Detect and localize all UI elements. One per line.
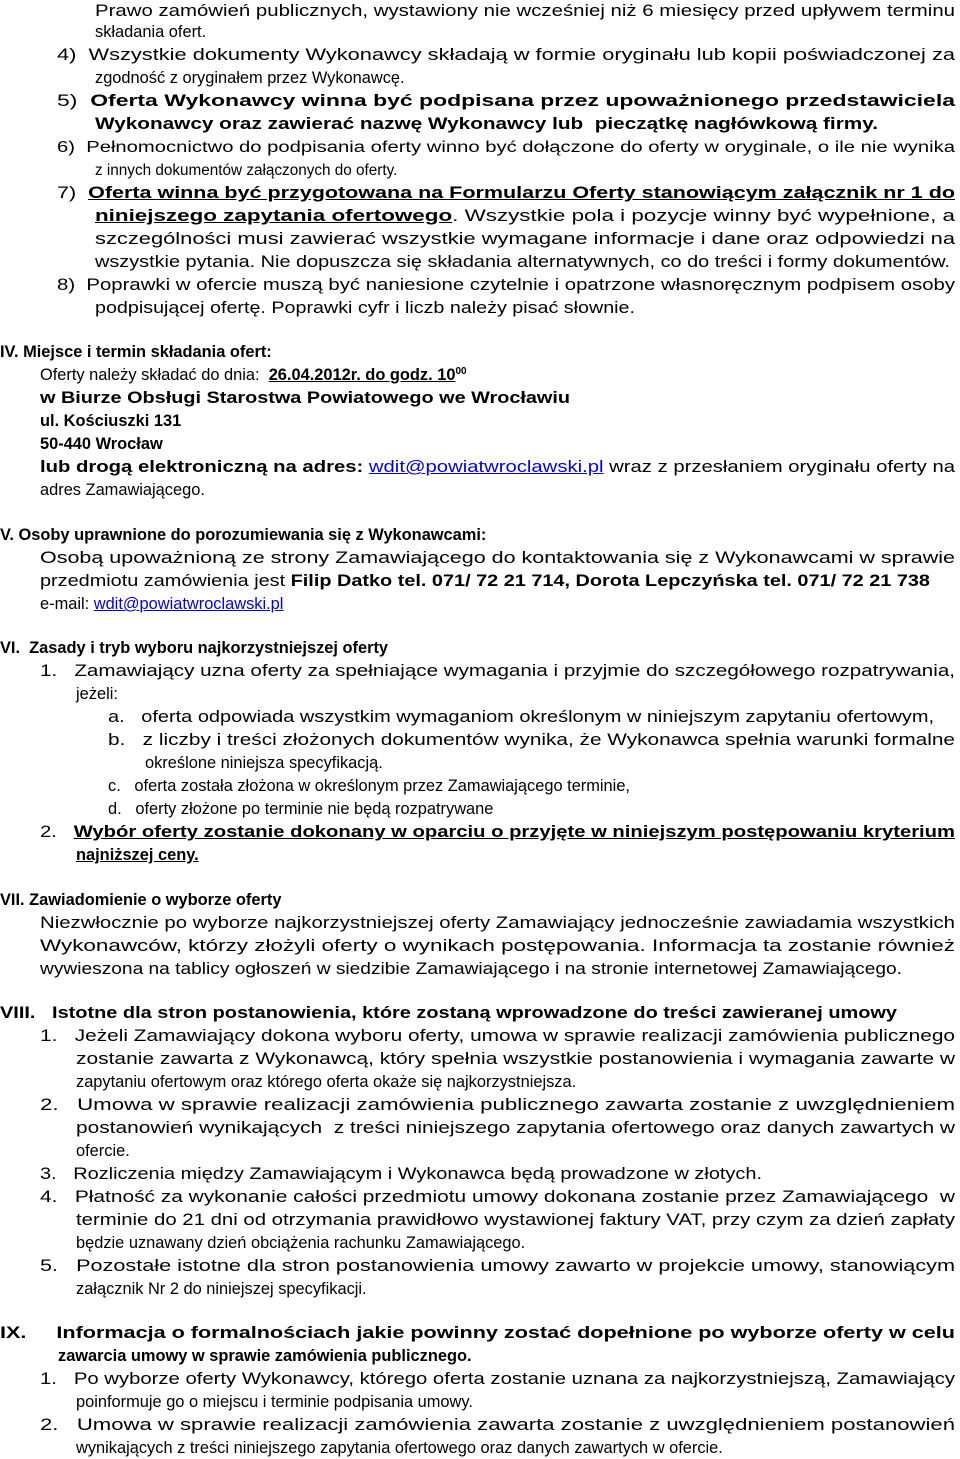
text-line-l48 [40,1186,955,1208]
text-segment: Wykonawców, którzy złożyli oferty o wynikach postępowania. Informacja ta zostanie również [40,937,955,955]
text-segment: Osobą upoważnioną ze strony Zamawiającego do kontaktowania się z Wykonawcami w sprawie [40,549,955,567]
text-segment: składania ofert. [95,23,207,41]
text-line-l37 [40,912,955,934]
text-line-l39 [40,958,902,980]
text-segment: 4) Wszystkie dokumenty Wykonawcy składają w formie oryginału lub kopii poświadczonej za [57,46,955,64]
text-segment: określone niniejsza specyfikacją. [145,754,383,772]
text-line-l11 [95,228,955,250]
text-segment: e-mail: [40,595,94,613]
text-segment: VIII. [0,1004,53,1022]
text-line-l49 [76,1209,955,1231]
text-line-l25 [40,593,283,615]
text-line-l08 [95,159,397,182]
text-segment: Zawiadomienie o wyborze oferty [29,891,282,909]
text-line-l01 [95,0,955,22]
text-line-l38 [40,935,955,957]
text-line-l47 [40,1163,762,1185]
text-line-l40 [0,1002,897,1024]
text-segment: zawarcia umowy w sprawie zamówienia publicznego. [58,1347,472,1365]
text-line-l23 [40,547,955,569]
text-segment: Oferta Wykonawcy winna być podpisana przez upoważnionego przedstawiciela [90,92,956,110]
text-line-l57 [40,1414,955,1436]
text-line-l42 [76,1048,955,1070]
text-segment: 2. [40,823,74,841]
text-segment: postanowień wynikających z treści niniejszego zapytania ofertowego oraz danych zawartych w [76,1119,955,1137]
text-segment: wszystkie pytania. Nie dopuszcza się składania alternatywnych, co do treści i formy dokumentów. [95,253,950,271]
text-segment: adres Zamawiającego. [40,481,205,499]
text-segment: poinformuje go o miejscu i terminie podpisania umowy. [76,1393,473,1411]
text-line-l56 [76,1391,473,1413]
text-line-l26 [0,637,388,659]
text-segment: z innych dokumentów załączonych do oferty. [95,162,398,179]
text-line-l21 [40,479,205,501]
text-segment: 6) Pełnomocnictwo do podpisania oferty winno być dołączone do oferty w oryginale, o ile nie wynika [57,139,955,156]
email-link[interactable]: wdit@powiatwroclawski.pl [368,458,604,476]
text-segment: . Wszystkie pola i pozycje winny być wypełnione, a [452,207,955,225]
text-segment: Istotne dla stron postanowienia, które zostaną wprowadzone do treści zawieranej umowy [52,1004,898,1022]
text-segment: c. oferta została złożona w określonym przez Zamawiającego terminie, [108,777,630,795]
text-segment: będzie uznawany dzień obciążenia rachunku Zamawiającego. [76,1234,526,1252]
text-line-l44 [40,1094,955,1116]
text-line-l12 [95,251,950,273]
text-line-l50 [76,1232,525,1254]
text-line-l52 [76,1278,367,1300]
text-line-l30 [108,729,955,751]
text-segment: Filip Datko tel. 071/ 72 21 714, Dorota Lepczyńska tel. 071/ 72 21 738 [290,572,930,590]
text-segment: 2. Umowa w sprawie realizacji zamówienia zawarta zostanie z uwzględnieniem postanowień [40,1416,955,1434]
text-line-l55 [40,1368,955,1390]
text-segment: 5) [57,92,91,110]
text-segment: V. [0,526,19,544]
text-segment: 1. Po wyborze oferty Wykonawcy, którego oferta zostanie uznana za najkorzystniejszą, Zamawiający [40,1370,955,1388]
text-segment: Oferty należy składać do dnia: [40,366,269,384]
superscript: 00 [455,366,467,377]
text-line-l18 [40,410,181,432]
text-segment: zapytaniu ofertowym oraz którego oferta okaże się najkorzystniejsza. [76,1073,577,1091]
text-line-l09 [57,182,955,204]
text-segment: 3. Rozliczenia między Zamawiającym i Wykonawca będą prowadzone w złotych. [40,1165,762,1183]
text-segment: a. oferta odpowiada wszystkim wymaganiom określonym w niniejszym zapytaniu ofertowym, [108,708,934,726]
text-line-l02 [95,21,206,43]
text-segment: szczególności musi zawierać wszystkie wymagane informacje i dane oraz odpowiedzi na [95,230,956,248]
text-segment: wywieszona na tablicy ogłoszeń w siedzibie Zamawiającego i na stronie internetowej Zamawiającego. [40,960,902,978]
text-line-l29 [108,706,934,728]
text-segment: najniższej ceny. [76,846,199,864]
text-line-l33 [108,798,493,820]
text-segment: jeżeli: [76,685,118,703]
text-line-l36 [0,889,281,911]
text-line-l53 [0,1322,955,1344]
text-segment: wynikających z treści niniejszego zapytania ofertowego oraz danych zawartych w ofercie. [76,1439,723,1457]
text-segment: zgodność z oryginałem przez Wykonawcę. [95,69,405,87]
text-segment: lub drogą elektroniczną na adres: [40,458,369,476]
text-segment: 2. Umowa w sprawie realizacji zamówienia publicznego zawarta zostanie z uwzględnieniem [40,1096,955,1114]
text-segment: Osoby uprawnione do porozumiewania się z Wykonawcami: [18,526,487,544]
text-segment: Niezwłocznie po wyborze najkorzystniejszej oferty Zamawiający jednocześnie zawiadamia wszystkich [40,914,955,932]
text-line-l58 [76,1437,723,1459]
text-segment: niniejszego zapytania ofertowego [95,207,453,225]
text-line-l32 [108,775,630,797]
text-segment: Zasady i tryb wyboru najkorzystniejszej oferty [29,639,389,657]
text-segment: VII. [0,891,30,909]
text-segment: ul. Kościuszki 131 [40,412,182,430]
text-line-l15 [0,341,272,363]
text-line-l03 [57,44,955,66]
email-link[interactable]: wdit@powiatwroclawski.pl [93,595,284,613]
text-line-l16 [40,364,467,386]
text-segment: ofercie. [76,1142,130,1160]
text-segment: załącznik Nr 2 do niniejszej specyfikacji. [76,1280,367,1298]
text-segment: 8) Poprawki w ofercie muszą być naniesione czytelnie i opatrzone własnoręcznym podpisem osoby [57,276,955,294]
text-segment: IX. [0,1324,57,1342]
text-line-l45 [76,1117,955,1139]
text-segment: przedmiotu zamówienia jest [40,572,291,590]
text-line-l31 [145,752,383,774]
text-line-l24 [40,570,930,592]
text-segment: podpisującej ofertę. Poprawki cyfr i liczb należy pisać słownie. [95,299,635,317]
text-line-l35 [76,844,199,866]
text-line-l14 [95,297,635,319]
text-segment: IV. [0,343,24,361]
text-line-l10 [95,205,955,227]
text-segment: Informacja o formalnościach jakie powinny zostać dopełnione po wyborze oferty w celu [56,1324,956,1342]
text-line-l46 [76,1140,130,1162]
text-segment: Prawo zamówień publicznych, wystawiony nie wcześniej niż 6 miesięcy przed upływem terminu [95,2,956,20]
text-segment: 1. Jeżeli Zamawiający dokona wyboru oferty, umowa w sprawie realizacji zamówienia publicznego [40,1027,955,1045]
text-segment: w Biurze Obsługi Starostwa Powiatowego we Wrocławiu [40,389,570,407]
text-segment: Wykonawcy oraz zawierać nazwę Wykonawcy lub pieczątkę nagłówkową firmy. [95,115,878,133]
text-segment: 50-440 Wrocław [40,435,163,453]
text-segment: Wybór oferty zostanie dokonany w oparciu o przyjęte w niniejszym postępowaniu kryterium [73,823,955,841]
text-line-l20 [40,456,955,478]
text-segment: 26.04.2012r. do godz. 10 [268,366,456,384]
text-segment: terminie do 21 dni od otrzymania prawidłowo wystawionej faktury VAT, przy czym za dzień zapłaty [76,1211,955,1229]
text-line-l06 [95,113,878,135]
text-segment: Oferta winna być przygotowana na Formularzu Oferty stanowiącym załącznik nr 1 do [88,184,956,202]
text-line-l43 [76,1071,576,1093]
text-line-l28 [76,683,118,705]
text-line-l13 [57,274,955,296]
text-line-l51 [40,1255,955,1277]
text-segment: d. oferty złożone po terminie nie będą rozpatrywane [108,800,494,818]
text-line-l17 [40,387,570,409]
text-line-l04 [95,67,405,89]
text-segment: Miejsce i termin składania ofert: [23,343,272,361]
text-line-l54 [58,1345,472,1367]
text-segment: VI. [0,639,30,657]
text-line-l34 [40,821,955,843]
text-segment: zostanie zawarta z Wykonawcą, który spełnia wszystkie postanowienia i wymagania zawarte w [76,1050,955,1068]
text-segment: 5. Pozostałe istotne dla stron postanowienia umowy zawarto w projekcie umowy, stanowiącym [40,1257,955,1275]
text-segment: wraz z przesłaniem oryginału oferty na [603,458,956,476]
text-line-l05 [57,90,955,112]
text-line-l27 [40,660,955,682]
text-line-l41 [40,1025,955,1047]
text-segment: 4. Płatność za wykonanie całości przedmiotu umowy dokonana zostanie przez Zamawiającego w [40,1188,955,1206]
text-segment: 7) [57,184,89,202]
text-line-l07 [57,136,955,159]
text-line-l22 [0,524,486,546]
text-segment: 1. Zamawiający uzna oferty za spełniające wymagania i przyjmie do szczegółowego rozpatrywania, [40,662,955,680]
text-segment: b. z liczby i treści złożonych dokumentów wynika, że Wykonawca spełnia warunki formalne [108,731,955,749]
text-line-l19 [40,433,163,455]
